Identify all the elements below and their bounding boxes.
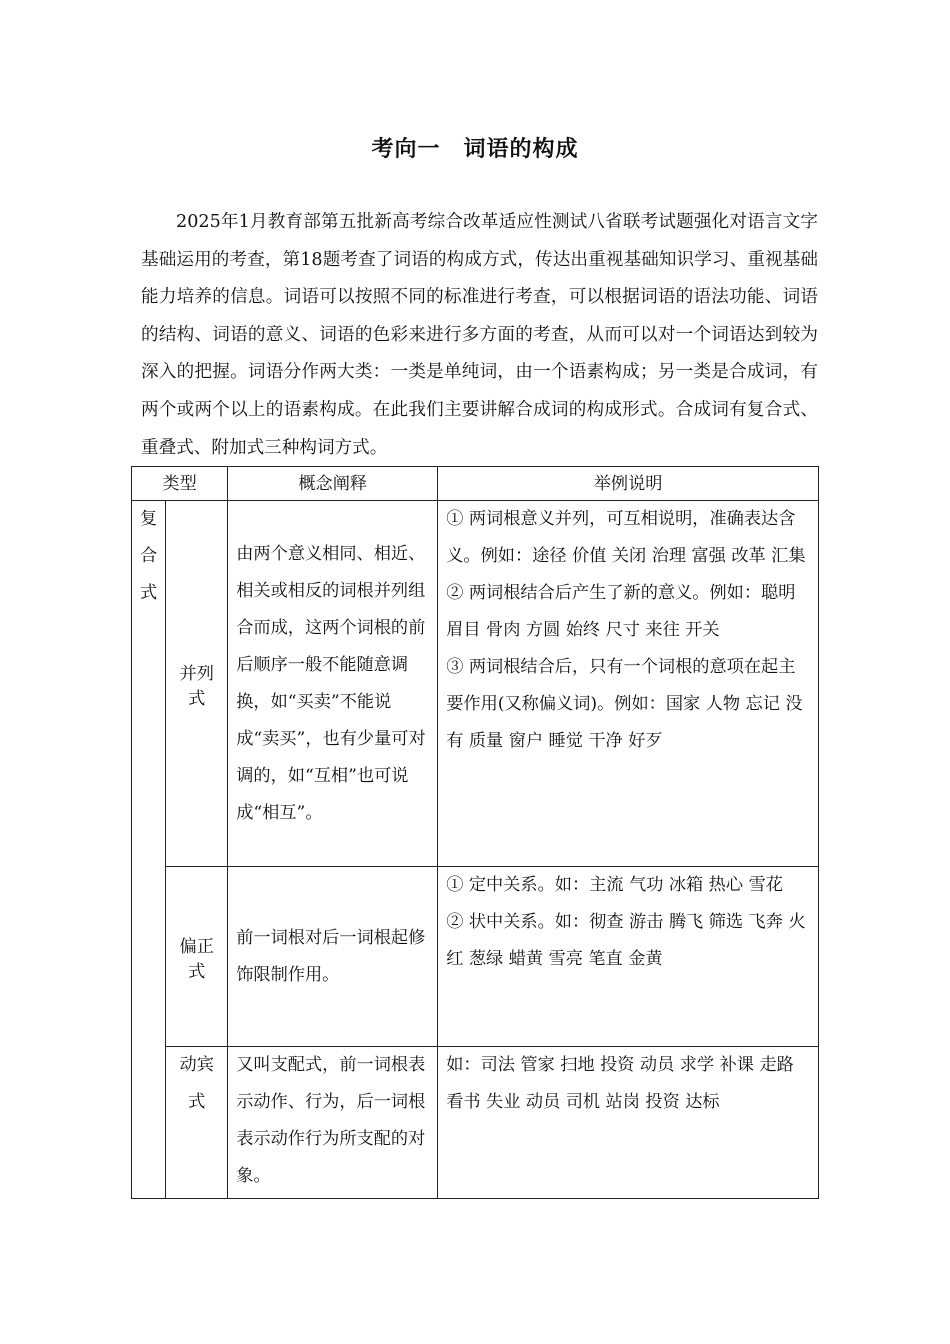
table-header-row: [132, 467, 819, 501]
example-item: 如：司法 管家 扫地 投资 动员 求学 补课 走路 看书 失业 动员 司机 站岗 投资 达标: [446, 1055, 794, 1112]
example-item: ① 定中关系。如：主流 气功 冰箱 热心 雪花: [446, 875, 783, 895]
word-formation-table: [131, 466, 819, 1199]
example-item: ② 状中关系。如：彻查 游击 腾飞 筛选 飞奔 火红 葱绿 蜡黄 雪亮 笔直 金黄: [446, 912, 806, 969]
examples-cell: [438, 1047, 819, 1199]
example-item: ② 两词根结合后产生了新的意义。例如：聪明 眉目 骨肉 方圆 始终 尺寸 来往 开关: [446, 583, 796, 640]
example-item: ① 两词根意义并列，可互相说明，准确表达含义。例如：途径 价值 关闭 治理 富强 改革 汇集: [446, 509, 806, 566]
examples-cell: [438, 867, 819, 1047]
intro-paragraph: 2025年1月教育部第五批新高考综合改革适应性测试八省联考试题强化对语言文字基础运用的考查，第18题考查了词语的构成方式，传达出重视基础知识学习、重视基础能力培养的信息。词语可以按照不同的标准进行考查，可以根据词语的语法功能、词语的结构、词语的意义、词语的色彩来进行多方面的考查，从而可以对一个词语达到较为深入的把握。词语分作两大类：一类是单纯词，由一个语素构成；另一类是合成词，有两个或两个以上的语素构成。在此我们主要讲解合成词的构成形式。合成词有复合式、重叠式、附加式三种构词方式。: [141, 212, 818, 458]
definition-cell: 由两个意义相同、相近、相关或相反的词根并列组合而成，这两个词根的前后顺序一般不能随意调换，如“买卖”不能说成“卖买”，也有少量可对调的，如“互相”也可说成“相互”。: [228, 501, 438, 867]
header-definition: 概念阐释: [228, 467, 438, 501]
section-title: 考向一 词语的构成: [371, 136, 579, 162]
table-row: [132, 501, 819, 867]
category-char: 合: [140, 546, 158, 566]
examples-cell: [438, 501, 819, 867]
table-row: [132, 867, 819, 1047]
type-cell: 动宾式: [166, 1047, 228, 1199]
type-cell: 偏正式: [166, 867, 228, 1047]
table-row: [132, 1047, 819, 1199]
category-char: 复: [140, 509, 158, 529]
category-char: 式: [140, 583, 158, 603]
header-examples: 举例说明: [438, 467, 819, 501]
header-type: 类型: [132, 467, 228, 501]
category-compound: [132, 501, 166, 1199]
type-cell: 并列式: [166, 501, 228, 867]
definition-cell: 前一词根对后一词根起修饰限制作用。: [228, 867, 438, 1047]
definition-cell: 又叫支配式，前一词根表示动作、行为，后一词根表示动作行为所支配的对象。: [228, 1047, 438, 1199]
example-item: ③ 两词根结合后，只有一个词根的意项在起主要作用(又称偏义词)。例如：国家 人物 忘记 没有 质量 窗户 睡觉 干净 好歹: [446, 657, 803, 751]
